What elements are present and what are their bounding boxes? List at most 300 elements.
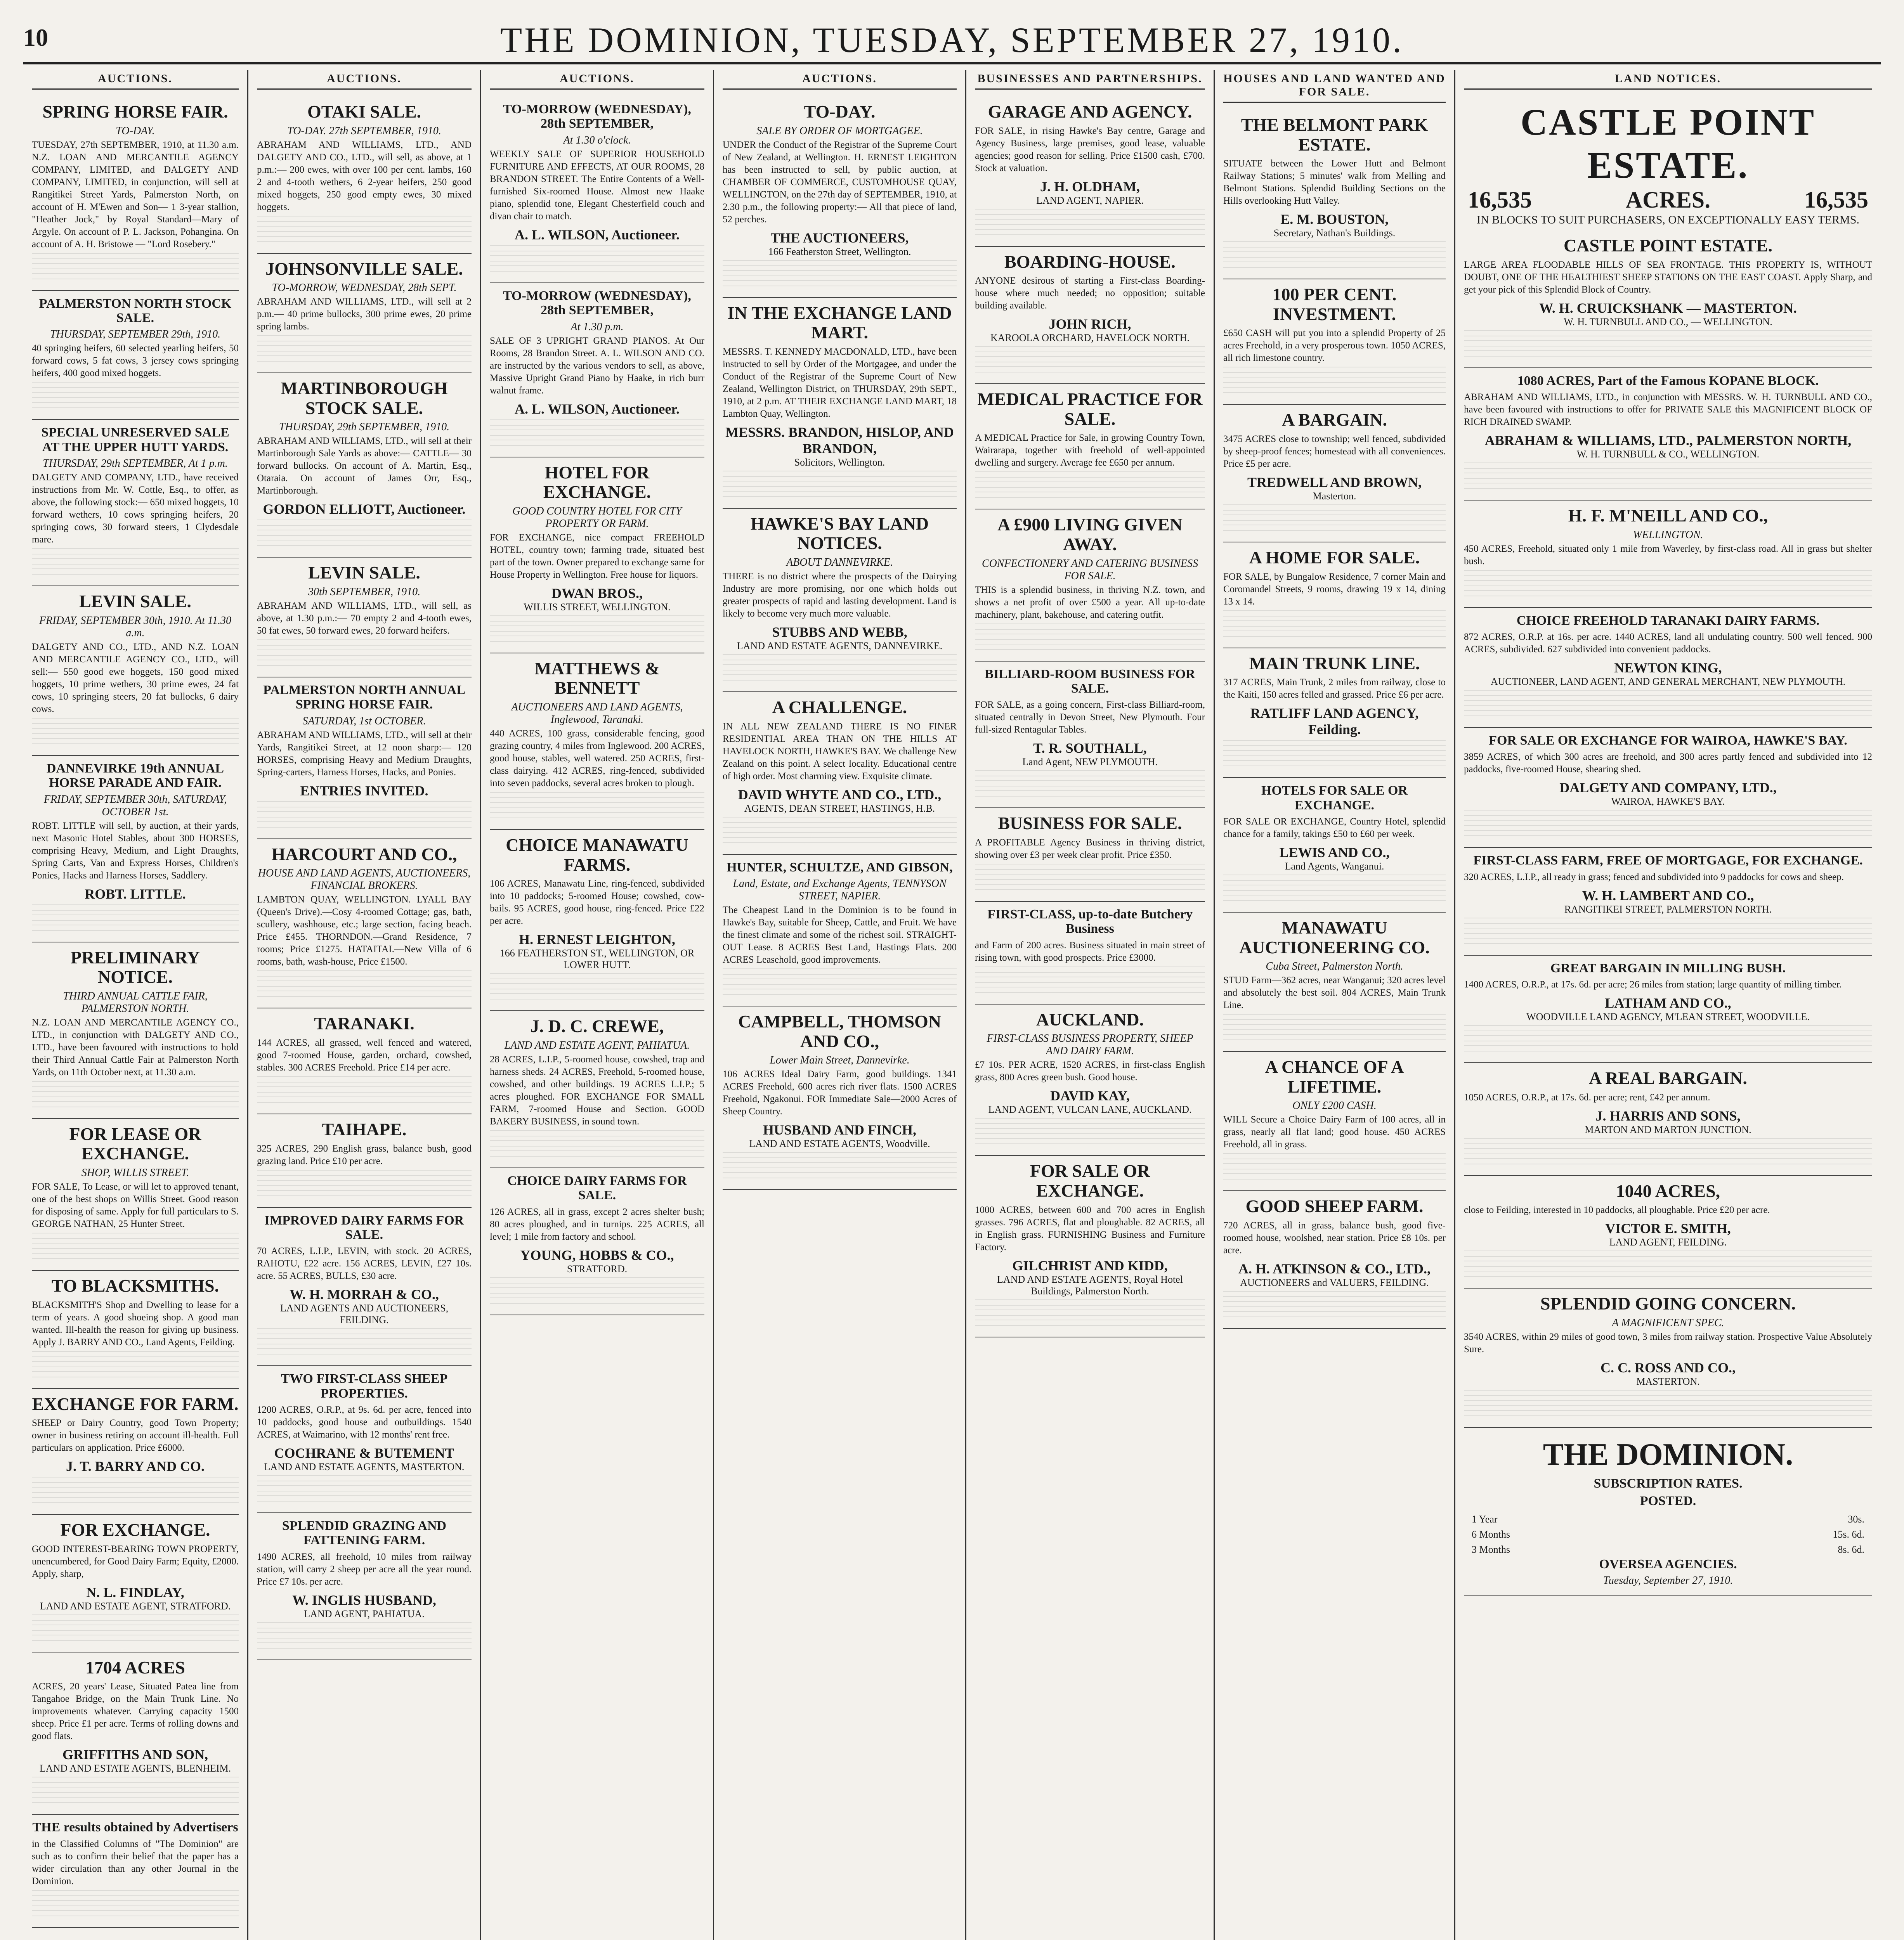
print-texture bbox=[257, 355, 472, 363]
print-texture bbox=[32, 728, 239, 736]
print-texture bbox=[1223, 1173, 1446, 1181]
ad-body: FOR SALE OR EXCHANGE, Country Hotel, splendid chance for a family, takings £50 to £60 per week. bbox=[1223, 816, 1446, 839]
classified-ad bbox=[32, 97, 239, 291]
ad-signature: GILCHRIST AND KIDD, bbox=[1012, 1258, 1168, 1273]
ad-heading: CHOICE DAIRY FARMS FOR SALE. bbox=[507, 1173, 687, 1203]
print-texture bbox=[32, 1777, 239, 1784]
ad-heading: 1080 ACRES, Part of the Famous KOPANE BLOCK. bbox=[1517, 373, 1819, 388]
ad-body: IN ALL NEW ZEALAND THERE IS NO FINER RESIDENTIAL AREA THAN ON THE HILLS AT HAVELOCK NORTH, HAWKE'S BAY. We challenge New Zealand on this point. A select locality. Educational centre of high order. Most charming view. Exquisite climate. bbox=[723, 721, 957, 781]
print-texture bbox=[257, 1076, 472, 1084]
print-texture bbox=[1223, 241, 1446, 249]
print-texture bbox=[32, 1361, 239, 1369]
classified-ad bbox=[490, 283, 704, 457]
classified-ad bbox=[32, 756, 239, 942]
column-1 bbox=[23, 70, 248, 1940]
print-texture bbox=[975, 219, 1205, 227]
ad-signature-detail: Land Agent, NEW PLYMOUTH. bbox=[1022, 756, 1158, 768]
classified-ad bbox=[490, 653, 704, 830]
print-texture bbox=[490, 615, 704, 623]
print-texture bbox=[32, 1797, 239, 1805]
classified-ad bbox=[723, 855, 957, 1006]
column-5 bbox=[966, 70, 1215, 1940]
print-texture bbox=[490, 1297, 704, 1305]
classified-ad bbox=[32, 1389, 239, 1515]
classified-ad bbox=[32, 586, 239, 756]
ad-body: 1400 ACRES, O.R.P., at 17s. 6d. per acre; 26 miles from station; large quantity of milling timber. bbox=[1464, 979, 1842, 990]
ad-signature-detail: LAND AGENTS AND AUCTIONEERS, FEILDING. bbox=[280, 1303, 449, 1326]
classified-ad bbox=[32, 291, 239, 420]
print-texture bbox=[490, 1140, 704, 1148]
classified-ad bbox=[723, 1006, 957, 1190]
ad-subheading: ONLY £200 CASH. bbox=[1292, 1100, 1377, 1112]
ad-body: STUD Farm—362 acres, near Wanganui; 320 acres level and absolutely the best soil. 804 ACRES, Main Trunk Line. bbox=[1223, 975, 1446, 1011]
ad-body: ROBT. LITTLE will sell, by auction, at their yards, next Masonic Hotel Stables, about 300 HORSES, comprising Heavy, Medium, and Light Draughts, Spring Carts, Van and Express Horses, Children's Ponies, Hacks and Harness Horses, Saddlery. bbox=[32, 820, 239, 881]
print-texture bbox=[490, 419, 704, 427]
print-texture bbox=[257, 335, 472, 343]
ad-signature-detail: WAIROA, HAWKE'S BAY. bbox=[1611, 796, 1725, 807]
rate-label: 6 Months bbox=[1472, 1528, 1510, 1540]
classified-ad bbox=[32, 942, 239, 1119]
print-texture bbox=[1464, 1410, 1872, 1418]
print-texture bbox=[490, 625, 704, 633]
ad-signature-detail: W. H. TURNBULL AND CO., — WELLINGTON. bbox=[1564, 316, 1772, 327]
print-texture bbox=[723, 1172, 957, 1180]
ad-heading: FIRST-CLASS FARM, FREE OF MORTGAGE, FOR EXCHANGE. bbox=[1473, 853, 1863, 868]
print-texture bbox=[975, 346, 1205, 354]
ad-heading: AUCKLAND. bbox=[1036, 1009, 1144, 1029]
print-texture bbox=[723, 989, 957, 996]
print-texture bbox=[32, 382, 239, 390]
print-texture bbox=[723, 481, 957, 488]
ad-body: 144 ACRES, all grassed, well fenced and watered, good 7-roomed House, garden, orchard, cowshed, stables. 300 ACRES Freehold. Price £14 per acre. bbox=[257, 1037, 472, 1073]
classified-ad bbox=[1464, 728, 1872, 848]
print-texture bbox=[975, 884, 1205, 892]
print-texture bbox=[1464, 1045, 1872, 1053]
print-texture bbox=[975, 987, 1205, 994]
ad-subheading: TO-MORROW, WEDNESDAY, 28th SEPT. bbox=[272, 282, 457, 294]
ad-signature: HUSBAND AND FINCH, bbox=[763, 1122, 917, 1138]
ad-heading: PALMERSTON NORTH STOCK SALE. bbox=[39, 296, 232, 325]
ad-body: A MEDICAL Practice for Sale, in growing Country Town, Wairarapa, together with freehold of well-appointed dwelling and surgery. Average fee £650 per annum. bbox=[975, 433, 1205, 468]
ad-heading: 1040 ACRES, bbox=[1616, 1181, 1720, 1201]
ad-heading: MATTHEWS & BENNETT bbox=[534, 658, 660, 698]
column-heading: AUCTIONS. bbox=[490, 70, 704, 90]
dominion-title: THE DOMINION. bbox=[1543, 1437, 1793, 1472]
print-texture bbox=[723, 674, 957, 682]
ad-body: SHEEP or Dairy Country, good Town Property; owner in business retiring on account ill-health. Full particulars on application. Price £6000. bbox=[32, 1418, 239, 1453]
print-texture bbox=[257, 1328, 472, 1336]
ad-signature: N. L. FINDLAY, bbox=[86, 1584, 184, 1600]
print-texture bbox=[1223, 251, 1446, 259]
print-texture bbox=[257, 1096, 472, 1104]
ad-heading: FOR EXCHANGE. bbox=[60, 1520, 210, 1540]
ad-heading: JOHNSONVILLE SALE. bbox=[265, 258, 463, 279]
print-texture bbox=[32, 718, 239, 726]
print-texture bbox=[723, 270, 957, 278]
classified-ad bbox=[1464, 608, 1872, 728]
ad-subheading: TO-DAY. bbox=[116, 125, 155, 137]
ad-signature: J. H. OLDHAM, bbox=[1040, 178, 1140, 194]
ad-body: DALGETY AND CO., LTD., AND N.Z. LOAN AND MERCANTILE AGENCY CO., LTD., will sell:— 550 good ewe hoggets, 150 good mixed hoggets, 10 prime wethers, 30 prime ewes, 24 fat cows, 10 springing steers, 20 fat bullocks, 6 dairy cows. bbox=[32, 641, 239, 714]
ad-heading: 1704 ACRES bbox=[85, 1657, 185, 1677]
print-texture bbox=[723, 491, 957, 499]
ad-heading: TWO FIRST-CLASS SHEEP PROPERTIES. bbox=[281, 1372, 448, 1401]
ad-subheading: FRIDAY, SEPTEMBER 30th, 1910. At 11.30 a.m. bbox=[39, 614, 231, 639]
classified-ad bbox=[1223, 913, 1446, 1052]
ad-body: ACRES, 20 years' Lease, Situated Patea line from Tangahoe Bridge, on the Main Trunk Line. No improvements whatever. Carrying capacity 1500 sheep. Price £1 per acre. Terms of rolling downs and good flats. bbox=[32, 1681, 239, 1742]
print-texture bbox=[257, 1180, 472, 1188]
ad-body: 1050 ACRES, O.R.P., at 17s. 6d. per acre; rent, £42 per annum. bbox=[1464, 1092, 1710, 1103]
print-texture bbox=[32, 1351, 239, 1359]
print-texture bbox=[975, 492, 1205, 499]
print-texture bbox=[1464, 1158, 1872, 1166]
ad-body: A PROFITABLE Agency Business in thriving district, showing over £3 per week clear profit. Price £350. bbox=[975, 837, 1205, 860]
ad-subheading: WELLINGTON. bbox=[1633, 528, 1703, 541]
columns bbox=[23, 70, 1881, 1940]
ad-body: ABRAHAM AND WILLIAMS, LTD., will sell, as above, at 1.30 p.m.:— 70 empty 2 and 4-tooth ewes, 50 fat ewes, 50 forward ewes, 20 forward heifers. bbox=[257, 600, 472, 636]
print-texture bbox=[257, 540, 472, 547]
ad-signature-detail: W. H. TURNBULL & CO., WELLINGTON. bbox=[1576, 448, 1760, 460]
print-texture bbox=[1223, 630, 1446, 638]
ad-heading: BILLIARD-ROOM BUSINESS FOR SALE. bbox=[985, 667, 1195, 696]
ad-subheading: THURSDAY, 29th SEPTEMBER, 1910. bbox=[279, 421, 450, 433]
ad-heading: H. F. M'NEILL AND CO., bbox=[1568, 505, 1768, 525]
print-texture bbox=[723, 979, 957, 986]
ad-signature-detail: AUCTIONEER, LAND AGENT, AND GENERAL MERCHANT, NEW PLYMOUTH. bbox=[1490, 676, 1846, 687]
ad-signature: NEWTON KING, bbox=[1614, 660, 1722, 676]
classified-ad bbox=[1464, 368, 1872, 501]
ad-heading: LEVIN SALE. bbox=[79, 591, 191, 611]
ad-heading: TARANAKI. bbox=[314, 1013, 414, 1034]
classified-ad bbox=[490, 1011, 704, 1168]
classified-ad bbox=[975, 662, 1205, 809]
print-texture bbox=[1223, 610, 1446, 618]
print-texture bbox=[975, 644, 1205, 651]
ad-subheading: At 1.30 p.m. bbox=[571, 320, 624, 333]
print-texture bbox=[32, 1101, 239, 1109]
ad-body: in the Classified Columns of "The Dominion" are such as to confirm their belief that the paper has a wider circulation than any other Journal in the Dominion. bbox=[32, 1838, 239, 1886]
ad-body: FOR SALE, in rising Hawke's Bay centre, Garage and Agency Business, large premises, good lease, valuable agencies; good reason for selling. Price £1500 cash, £700. Stock at valuation. bbox=[975, 125, 1205, 173]
ad-signature: J. T. BARRY AND CO. bbox=[66, 1458, 205, 1474]
classified-ad bbox=[723, 509, 957, 692]
print-texture bbox=[490, 245, 704, 253]
ad-body: SITUATE between the Lower Hutt and Belmont Railway Stations; 5 minutes' walk from Melling and Belmont Stations. Splendid Building Sections on the Hills overlooking Hutt Valley. bbox=[1223, 158, 1446, 206]
ad-heading: LEVIN SALE. bbox=[308, 563, 420, 583]
ad-heading: GREAT BARGAIN IN MILLING BUSH. bbox=[1550, 961, 1786, 975]
print-texture bbox=[1223, 514, 1446, 522]
ad-signature: T. R. SOUTHALL, bbox=[1033, 740, 1147, 756]
print-texture bbox=[32, 1497, 239, 1505]
ad-subheading: 30th SEPTEMBER, 1910. bbox=[308, 585, 421, 598]
print-texture bbox=[32, 925, 239, 932]
rate-row bbox=[1472, 1542, 1864, 1557]
ad-subheading: SALE BY ORDER OF MORTGAGEE. bbox=[756, 125, 923, 137]
ad-signature: DAVID WHYTE AND CO., LTD., bbox=[738, 786, 942, 802]
ad-subheading: Lower Main Street, Dannevirke. bbox=[770, 1054, 910, 1067]
ad-subheading: AUCTIONEERS AND LAND AGENTS, Inglewood, Taranaki. bbox=[511, 701, 683, 726]
ad-body: ABRAHAM AND WILLIAMS, LTD., in conjunction with MESSRS. W. H. TURNBULL AND CO., have been favoured with instructions to offer for PRIVATE SALE this MAGNIFICENT BLOCK OF RICH DRAINED SWAMP. bbox=[1464, 391, 1872, 427]
ad-signature-detail: LAND AND ESTATE AGENTS, MASTERTON. bbox=[264, 1461, 465, 1473]
print-texture bbox=[975, 356, 1205, 364]
ad-signature: THE AUCTIONEERS, bbox=[770, 230, 909, 246]
ad-signature: JOHN RICH, bbox=[1049, 316, 1131, 332]
print-texture bbox=[723, 968, 957, 976]
classified-ad bbox=[1223, 279, 1446, 405]
print-texture bbox=[32, 1081, 239, 1089]
rate-label: 3 Months bbox=[1472, 1543, 1510, 1555]
print-texture bbox=[32, 738, 239, 746]
rate-value: 30s. bbox=[1848, 1513, 1864, 1525]
column-7 bbox=[1455, 70, 1881, 1940]
ad-signature: ENTRIES INVITED. bbox=[300, 783, 428, 799]
ad-body: THERE is no district where the prospects of the Dairying Industry are more promising, nor one which holds out greater prospects of rapid and lasting development. Land is likely to become very much more valuable. bbox=[723, 571, 957, 619]
classified-ad bbox=[490, 830, 704, 1011]
ad-heading: CHOICE FREEHOLD TARANAKI DAIRY FARMS. bbox=[1516, 613, 1820, 628]
ad-subheading: TO-DAY. 27th SEPTEMBER, 1910. bbox=[287, 125, 441, 137]
ad-subheading: HOUSE AND LAND AGENTS, AUCTIONEERS, FINANCIAL BROKERS. bbox=[258, 867, 471, 892]
classified-ad bbox=[723, 97, 957, 298]
ad-body: 28 ACRES, L.I.P., 5-roomed house, cowshed, trap and harness sheds. 24 ACRES, Freehold, 5-roomed house, cowshed, and other buildings. 19 ACRES L.I.P.; 5 acres ploughed. FOR EXCHANGE FOR SMALL FARM, 7-roomed House and Section. GOOD BAKERY BUSINESS, in sound town. bbox=[490, 1054, 704, 1127]
classified-ad bbox=[257, 1008, 472, 1114]
print-texture bbox=[1223, 1014, 1446, 1022]
ad-heading: A CHALLENGE. bbox=[772, 697, 907, 717]
print-texture bbox=[32, 273, 239, 281]
print-texture bbox=[1464, 830, 1872, 838]
ad-signature-detail: LAND AGENT, PAHIATUA. bbox=[304, 1608, 425, 1620]
ad-body: LAMBTON QUAY, WELLINGTON. LYALL BAY (Queen's Drive).—Cosy 4-roomed Cottage; gas, bath, scullery, washhouse, etc.; large section, facing beach. Price £455. THORNDON.—Grand Residence, 7 rooms; Price £1275. HATAITAI.—New Villa of 6 rooms, bath, wash-house, Price £1500. bbox=[257, 894, 472, 967]
classified-ad bbox=[1464, 1063, 1872, 1176]
classified-ad bbox=[1464, 956, 1872, 1063]
ad-body: FOR SALE, by Bungalow Residence, 7 corner Main and Coromandel Streets, 9 rooms, drawing 19 x 14, dining 13 x 14. bbox=[1223, 571, 1446, 607]
ad-signature: TREDWELL AND BROWN, bbox=[1247, 474, 1422, 490]
classified-ad bbox=[257, 254, 472, 374]
ad-subheading: Land, Estate, and Exchange Agents, TENNYSON STREET, NAPIER. bbox=[733, 877, 947, 902]
print-texture bbox=[32, 1614, 239, 1622]
ad-body: 440 ACRES, 100 grass, considerable fencing, good grazing country, 4 miles from Inglewood. 200 ACRES, good house, stables, well watered. 250 ACRES, first-class dairying. 412 ACRES, ring-fenced, subdivided into seven paddocks, several acres broken to plough. bbox=[490, 728, 704, 788]
print-texture bbox=[1464, 928, 1872, 935]
rate-value: 15s. 6d. bbox=[1833, 1528, 1864, 1540]
print-texture bbox=[257, 639, 472, 647]
classified-ad bbox=[32, 420, 239, 586]
ad-signature-detail: Land Agents, Wanganui. bbox=[1285, 860, 1384, 872]
print-texture bbox=[1464, 1271, 1872, 1278]
print-texture bbox=[975, 1320, 1205, 1327]
print-texture bbox=[723, 260, 957, 268]
ad-body: £650 CASH will put you into a splendid Property of 25 acres Freehold, in a very prosperous town. 1050 ACRES, all rich limestone country. bbox=[1223, 328, 1446, 364]
print-texture bbox=[975, 1310, 1205, 1317]
ad-signature-detail: WILLIS STREET, WELLINGTON. bbox=[524, 601, 671, 613]
ad-signature: GORDON ELLIOTT, Auctioneer. bbox=[263, 501, 466, 517]
print-texture bbox=[975, 1138, 1205, 1146]
print-texture bbox=[32, 1477, 239, 1484]
ad-body: FOR EXCHANGE, nice compact FREEHOLD HOTEL, country town; farming trade, situated best part of the town. Owner prepared to exchange same for House Property in Wellington. Free house for liquors. bbox=[490, 532, 704, 580]
ad-heading: HAWKE'S BAY LAND NOTICES. bbox=[750, 513, 929, 553]
classified-ad bbox=[1464, 848, 1872, 955]
ad-signature: MESSRS. BRANDON, HISLOP, AND BRANDON, bbox=[725, 424, 954, 456]
print-texture bbox=[1223, 387, 1446, 395]
print-texture bbox=[1223, 1311, 1446, 1319]
print-texture bbox=[1464, 938, 1872, 946]
print-texture bbox=[257, 345, 472, 353]
ad-signature: W. H. LAMBERT AND CO., bbox=[1582, 887, 1754, 903]
print-texture bbox=[1464, 1148, 1872, 1156]
print-texture bbox=[723, 837, 957, 845]
ad-heading: SPLENDID GRAZING AND FATTENING FARM. bbox=[282, 1519, 447, 1548]
print-texture bbox=[975, 209, 1205, 217]
classified-ad bbox=[1223, 1191, 1446, 1329]
print-texture bbox=[257, 801, 472, 809]
ad-signature-detail: Masterton. bbox=[1313, 490, 1356, 502]
classified-ad bbox=[257, 1366, 472, 1513]
ad-heading: FOR SALE OR EXCHANGE. bbox=[1030, 1161, 1150, 1200]
ad-body: 3540 ACRES, within 29 miles of good town, 3 miles from railway station. Prospective Value Absolutely Sure. bbox=[1464, 1331, 1872, 1355]
print-texture bbox=[1464, 580, 1872, 588]
ad-heading: SPLENDID GOING CONCERN. bbox=[1540, 1294, 1796, 1314]
ad-signature: E. M. BOUSTON, bbox=[1280, 211, 1389, 227]
classified-ad bbox=[1223, 778, 1446, 913]
ad-signature-detail: Solicitors, Wellington. bbox=[794, 456, 885, 468]
print-texture bbox=[490, 1277, 704, 1285]
ad-heading: MAIN TRUNK LINE. bbox=[1249, 653, 1420, 673]
classified-ad bbox=[32, 1515, 239, 1652]
rate-label: 1 Year bbox=[1472, 1513, 1498, 1525]
ad-heading: IMPROVED DAIRY FARMS FOR SALE. bbox=[264, 1213, 464, 1242]
classified-ad bbox=[975, 384, 1205, 509]
castle-point-banner bbox=[1464, 97, 1872, 230]
print-texture bbox=[1464, 1400, 1872, 1408]
ad-signature: GRIFFITHS AND SON, bbox=[62, 1747, 208, 1763]
print-texture bbox=[723, 280, 957, 288]
ad-heading: J. D. C. CREWE, bbox=[530, 1016, 664, 1036]
ad-signature-detail: LAND AGENT, VULCAN LANE, AUCKLAND. bbox=[988, 1104, 1192, 1116]
ad-body: 106 ACRES Ideal Dairy Farm, good buildings. 1341 ACRES Freehold, 600 acres rich river flats. 1500 ACRES Freehold, Ngakonui. FOR Immediate Sale—2000 Acres of Sheep Country. bbox=[723, 1069, 957, 1117]
print-texture bbox=[257, 1622, 472, 1630]
classified-ad bbox=[32, 1815, 239, 1928]
print-texture bbox=[490, 812, 704, 820]
print-texture bbox=[1464, 700, 1872, 708]
print-texture bbox=[975, 1299, 1205, 1307]
ad-body: 106 ACRES, Manawatu Line, ring-fenced, subdivided into 10 paddocks; 5-roomed House; cowshed, cow-bails. 95 ACRES, good house, ring-fenced. Price £22 per acre. bbox=[490, 878, 704, 927]
classified-ad bbox=[1464, 1289, 1872, 1428]
ad-heading: A £900 LIVING GIVEN AWAY. bbox=[997, 514, 1183, 554]
ad-signature: LEWIS AND CO., bbox=[1279, 844, 1390, 860]
ad-body: FOR SALE, To Lease, or will let to approved tenant, one of the best shops on Willis Street. Good reason for disposing of same. Apply for full particulars to S. GEORGE NATHAN, 25 Hunter Street. bbox=[32, 1181, 239, 1229]
ad-subheading: SATURDAY, 1st OCTOBER. bbox=[302, 715, 426, 727]
print-texture bbox=[975, 790, 1205, 798]
dominion-sub: SUBSCRIPTION RATES. bbox=[1594, 1476, 1743, 1491]
print-texture bbox=[257, 530, 472, 537]
classified-ad bbox=[490, 1168, 704, 1315]
dominion-subscription-box bbox=[1464, 1428, 1872, 1596]
column-heading: AUCTIONS. bbox=[257, 70, 472, 90]
print-texture bbox=[257, 1086, 472, 1094]
print-texture bbox=[975, 1118, 1205, 1126]
print-texture bbox=[1464, 462, 1872, 470]
ad-body: close to Feilding, interested in 10 paddocks, all ploughable. Price £20 per acre. bbox=[1464, 1205, 1770, 1216]
classified-ad bbox=[975, 1005, 1205, 1156]
print-texture bbox=[32, 1091, 239, 1099]
ad-heading: 100 PER CENT. INVESTMENT. bbox=[1272, 284, 1397, 324]
print-texture bbox=[32, 1243, 239, 1251]
print-texture bbox=[975, 229, 1205, 237]
ad-heading: A REAL BARGAIN. bbox=[1589, 1068, 1747, 1088]
ad-body: 872 ACRES, O.R.P. at 16s. per acre. 1440 ACRES, land all undulating country. 500 well fenced. 900 ACRES, subdivided. 627 subdivided into convenient paddocks. bbox=[1464, 631, 1872, 655]
ad-signature: COCHRANE & BUTEMENT bbox=[274, 1445, 454, 1461]
ad-heading: MARTINBOROUGH STOCK SALE. bbox=[281, 378, 448, 418]
print-texture bbox=[1223, 1153, 1446, 1161]
ad-body: WILL Secure a Choice Dairy Farm of 100 acres, all in grass, nearly all flat land; good house. 450 ACRES Freehold, all in grass. bbox=[1223, 1114, 1446, 1150]
print-texture bbox=[257, 650, 472, 657]
classified-ad bbox=[257, 1513, 472, 1660]
ad-heading: HARCOURT AND CO., bbox=[271, 844, 457, 864]
print-texture bbox=[490, 973, 704, 981]
ad-body: LARGE AREA FLOODABLE HILLS OF SEA FRONTAGE. THIS PROPERTY IS, WITHOUT DOUBT, ONE OF THE HEALTHIEST SHEEP STATIONS ON THE EAST COAST. Apply Sharp, and get your pick of this Splendid Block of Country. bbox=[1464, 259, 1872, 295]
classified-ad bbox=[975, 902, 1205, 1005]
classified-ad bbox=[257, 373, 472, 558]
ad-body: 126 ACRES, all in grass, except 2 acres shelter bush; 80 acres ploughed, and in turnips. 225 ACRES, all level; 1 mile from factory and school. bbox=[490, 1206, 704, 1242]
column-heading: AUCTIONS. bbox=[32, 70, 239, 90]
print-texture bbox=[257, 520, 472, 527]
ad-heading: IN THE EXCHANGE LAND MART. bbox=[727, 303, 952, 343]
print-texture bbox=[1223, 1291, 1446, 1299]
print-texture bbox=[975, 482, 1205, 489]
ad-signature-detail: LAND AGENT, NAPIER. bbox=[1036, 194, 1144, 206]
print-texture bbox=[257, 1495, 472, 1503]
print-texture bbox=[32, 392, 239, 400]
print-texture bbox=[1223, 885, 1446, 892]
print-texture bbox=[1464, 918, 1872, 925]
ad-heading: MEDICAL PRACTICE FOR SALE. bbox=[977, 389, 1203, 429]
ad-subheading: THURSDAY, SEPTEMBER 29th, 1910. bbox=[50, 328, 221, 341]
ad-body: ANYONE desirous of starting a First-class Boarding-house where much needed; no opposition; suitable building available. bbox=[975, 275, 1205, 311]
banner-acres bbox=[1464, 187, 1872, 213]
print-texture bbox=[975, 634, 1205, 641]
classified-ad bbox=[32, 1119, 239, 1271]
print-texture bbox=[32, 1890, 239, 1898]
ad-body: The Cheapest Land in the Dominion is to be found in Hawke's Bay, suitable for Sheep, Cattle, and Fruit. We have the finest climate and some of the richest soil. STRAIGHT-OUT Lease. 8 ACRES Best Land, Hastings Flats. 200 ACRES Leasehold, good improvements. bbox=[723, 904, 957, 965]
classified-ad bbox=[975, 509, 1205, 661]
ad-heading: THE BELMONT PARK ESTATE. bbox=[1241, 115, 1428, 154]
print-texture bbox=[1464, 330, 1872, 338]
ad-body: DALGETY AND COMPANY, LTD., have received instructions from Mr. W. Cottle, Esq., to offer, as above, the following stock:— 650 mixed hoggets, 10 forward wethers, 10 cows springing heifers, 20 springing cows, 30 forward steers, 1 Clydesdale mare. bbox=[32, 472, 239, 545]
ad-signature: H. ERNEST LEIGHTON, bbox=[519, 932, 675, 947]
classified-ad bbox=[257, 97, 472, 254]
ad-subheading: Cuba Street, Palmerston North. bbox=[1266, 960, 1403, 973]
ad-signature: DAVID KAY, bbox=[1050, 1088, 1130, 1104]
print-texture bbox=[1464, 473, 1872, 480]
print-texture bbox=[723, 471, 957, 478]
print-texture bbox=[1464, 1261, 1872, 1268]
print-texture bbox=[975, 977, 1205, 984]
dominion-footer: Tuesday, September 27, 1910. bbox=[1603, 1575, 1733, 1587]
page-title: THE DOMINION, TUESDAY, SEPTEMBER 27, 1910. bbox=[500, 20, 1404, 60]
ad-heading: A HOME FOR SALE. bbox=[1249, 547, 1420, 567]
ad-signature: A. H. ATKINSON & CO., LTD., bbox=[1238, 1261, 1431, 1277]
classified-ad bbox=[32, 1652, 239, 1815]
print-texture bbox=[257, 660, 472, 667]
ad-signature-detail: MASTERTON. bbox=[1636, 1375, 1700, 1387]
print-texture bbox=[490, 983, 704, 991]
print-texture bbox=[1223, 740, 1446, 748]
print-texture bbox=[32, 1487, 239, 1495]
classified-ad bbox=[490, 457, 704, 653]
banner-acres-label: ACRES. bbox=[1625, 187, 1711, 213]
print-texture bbox=[1223, 760, 1446, 768]
ad-subheading: GOOD COUNTRY HOTEL FOR CITY PROPERTY OR FARM. bbox=[512, 505, 682, 530]
ad-body: ABRAHAM AND WILLIAMS, LTD., will sell at 2 p.m.— 40 prime bullocks, 300 prime ewes, 20 prime spring lambs. bbox=[257, 296, 472, 332]
ad-signature: C. C. ROSS AND CO., bbox=[1600, 1360, 1736, 1375]
ad-heading: FOR LEASE OR EXCHANGE. bbox=[69, 1124, 201, 1164]
